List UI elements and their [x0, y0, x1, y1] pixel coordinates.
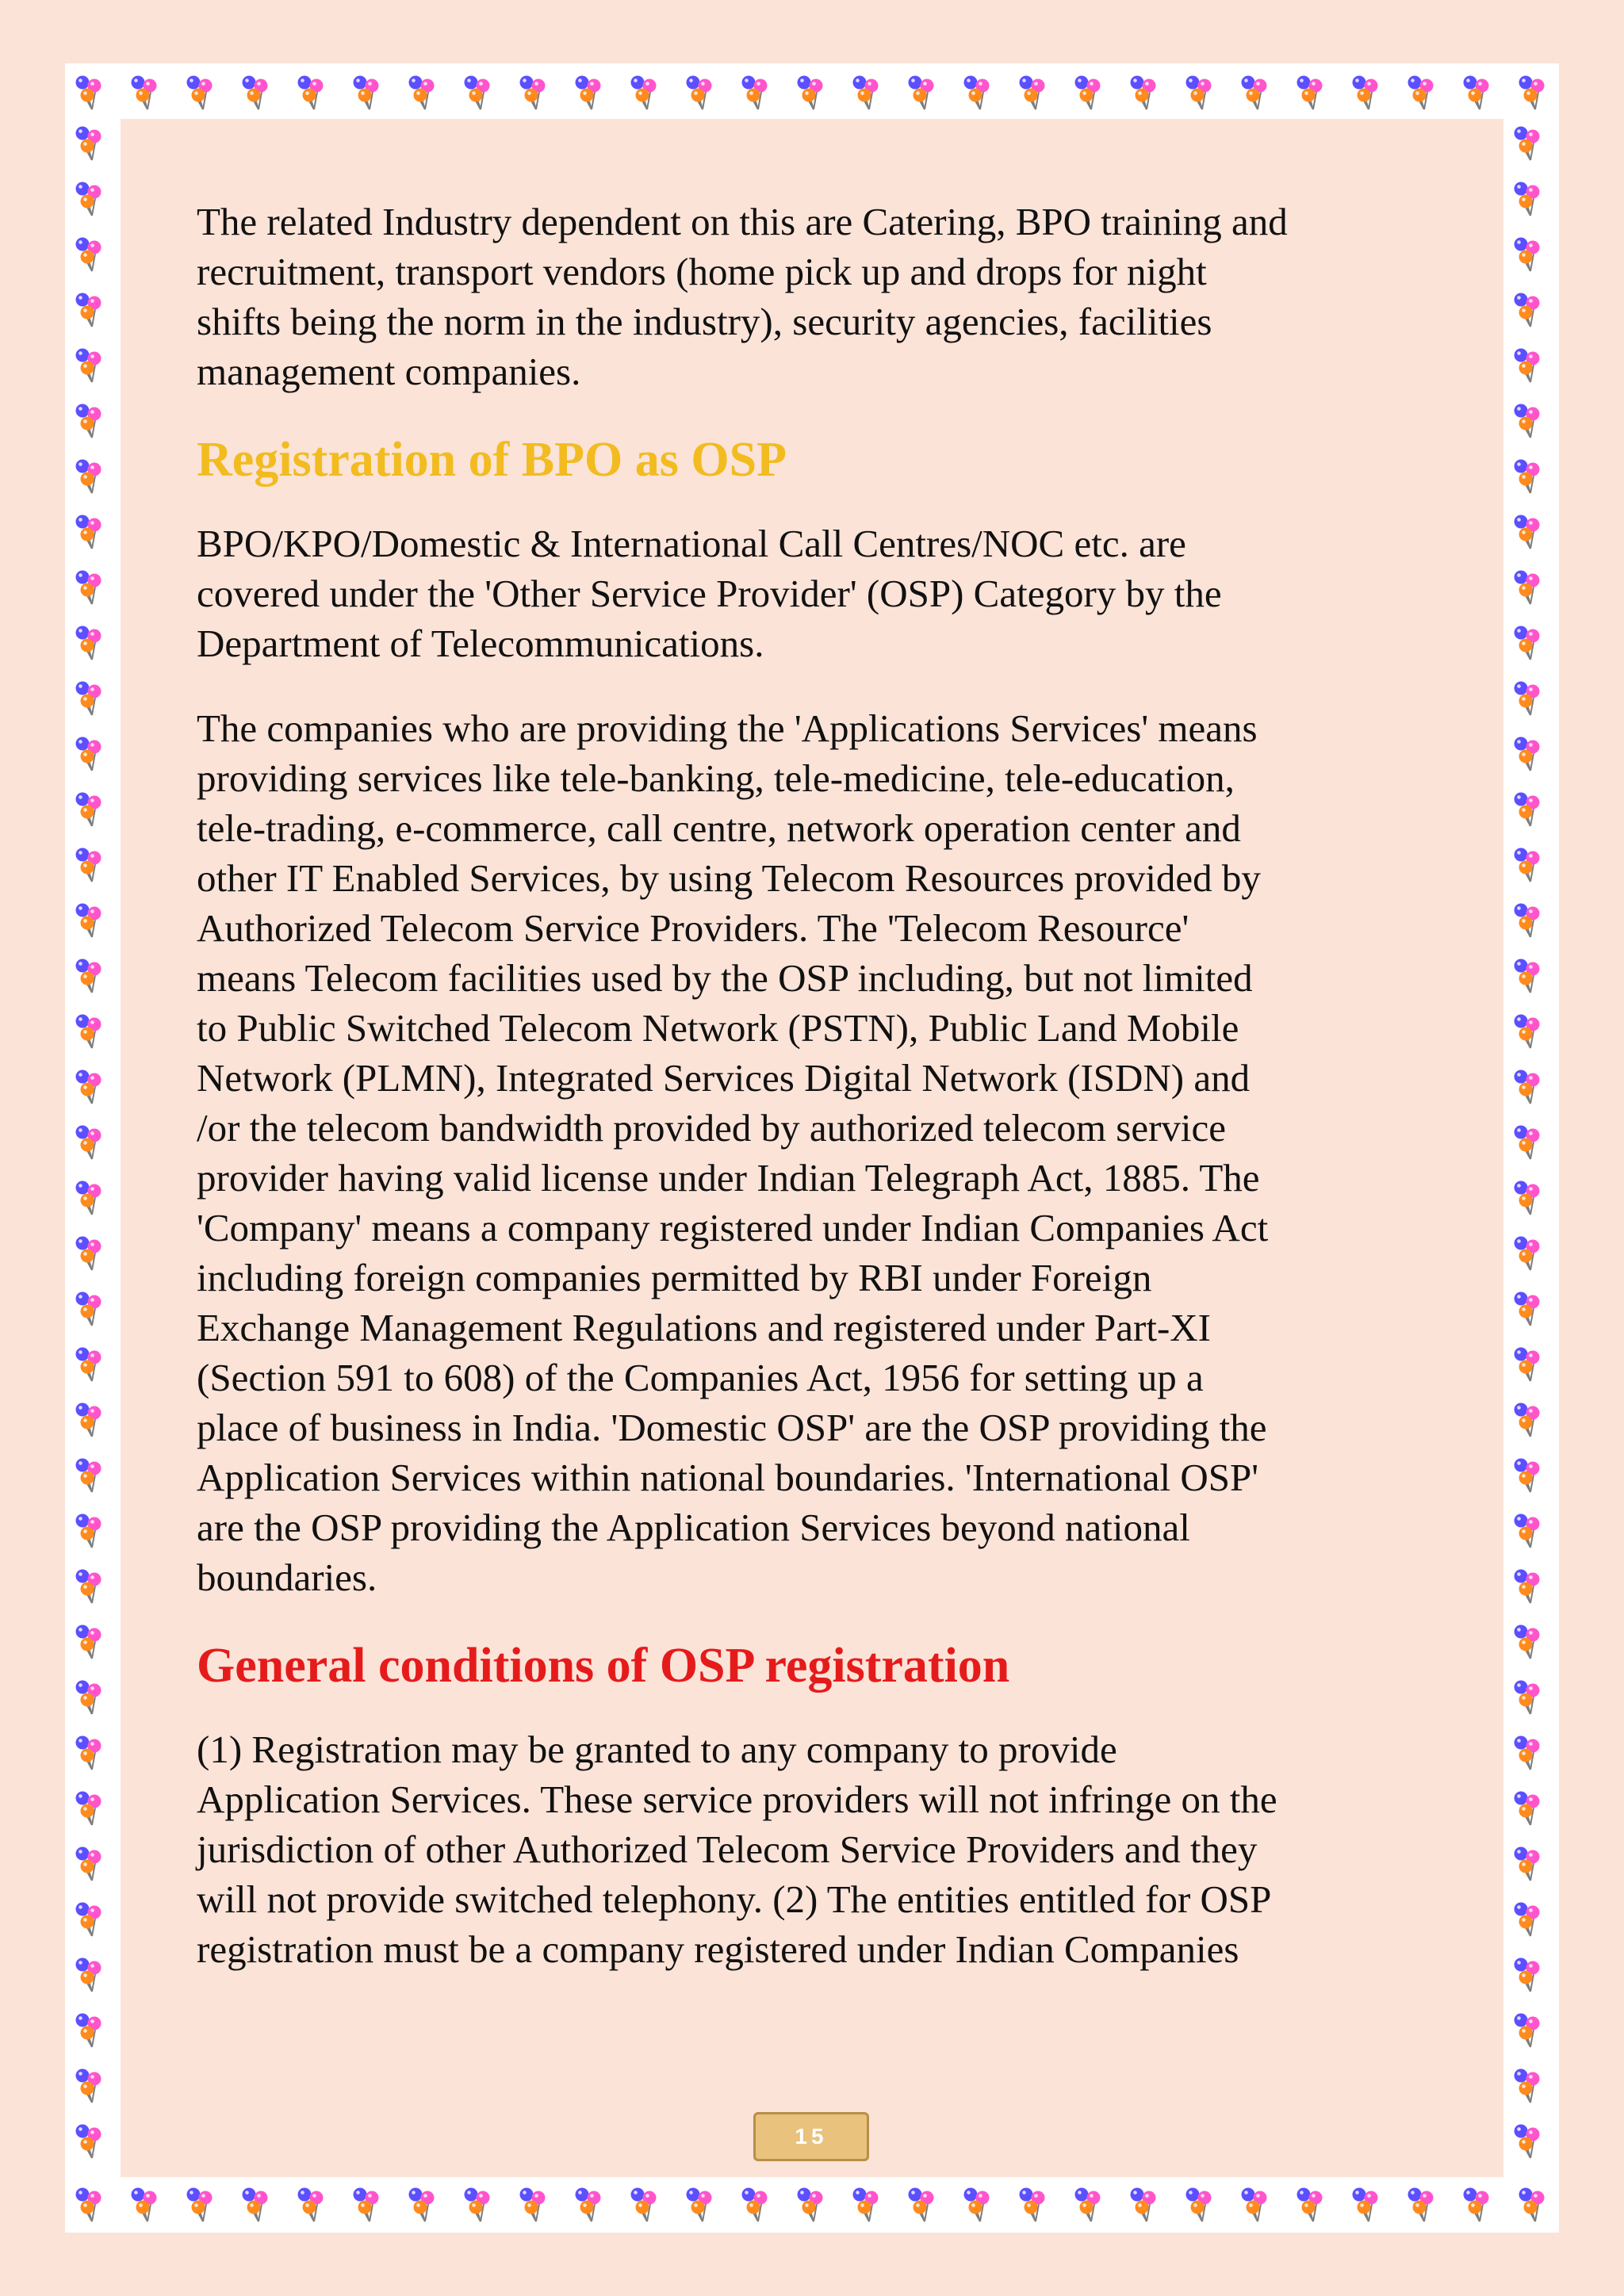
- page-number: 15: [795, 2124, 828, 2149]
- application-services-paragraph: The companies who are providing the 'Applications Services' means providing services like tele-banking, tele-medicine, tele-education, tele-trading, e-commerce, call centre, network operation center and other IT Enabled Services, by using Telecom Resources provided by Authorized Telecom Service Providers. The 'Telecom Resource' means Telecom facilities used by the OSP including, but not limited to Public Switched Telecom Network (PSTN), Public Land Mobile Network (PLMN), Integrated Services Digital Network (ISDN) and /or the telecom bandwidth provided by authorized telecom service provider having valid license under Indian Telegraph Act, 1885. The 'Company' means a company registered under Indian Companies Act including foreign companies permitted by RBI under Foreign Exchange Management Regulations and registered under Part-XI (Section 591 to 608) of the Companies Act, 1956 for setting up a place of business in India. 'Domestic OSP' are the OSP providing the Application Services within national boundaries. 'International OSP' are the OSP providing the Application Services beyond national boundaries.: [197, 706, 1269, 1599]
- general-conditions-paragraph: (1) Registration may be granted to any company to provide Application Services. These service providers will not infringe on the jurisdiction of other Authorized Telecom Service Providers and they will not provide switched telephony. (2) The entities entitled for OSP registration must be a company registered under Indian Companies: [197, 1728, 1277, 1971]
- intro-paragraph: The related Industry dependent on this are Catering, BPO training and recruitment, transport vendors (home pick up and drops for night shifts being the norm in the industry), security agencies, facilities management companies.: [197, 200, 1288, 393]
- general-conditions-heading: General conditions of OSP registration: [197, 1639, 1010, 1693]
- osp-category-paragraph: BPO/KPO/Domestic & International Call Centres/NOC etc. are covered under the 'Other Service Provider' (OSP) Category by the Department of Telecommunications.: [197, 522, 1222, 665]
- registration-heading: Registration of BPO as OSP: [197, 433, 787, 487]
- document-content: [197, 197, 1450, 2009]
- page-number-badge: [753, 2112, 869, 2161]
